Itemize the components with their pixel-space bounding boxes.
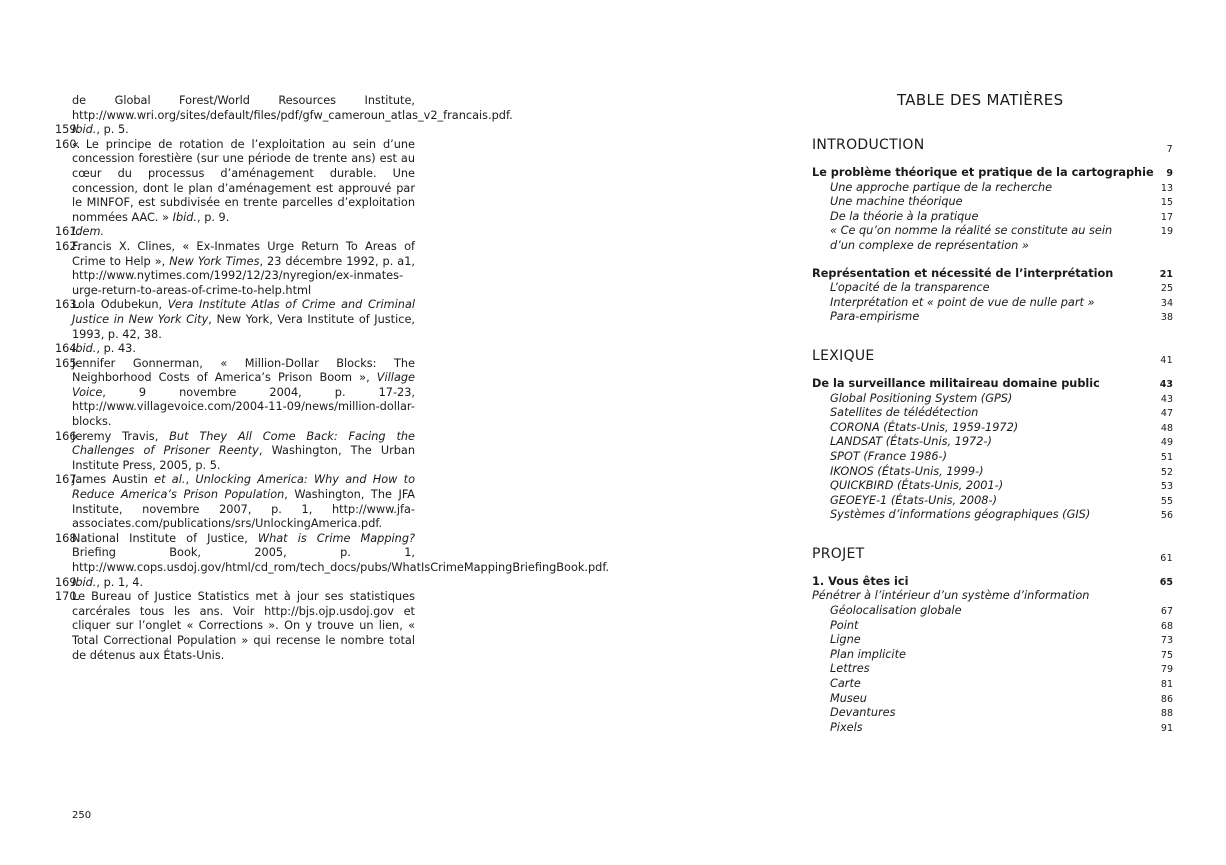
toc-entry (812, 181, 1173, 196)
toc-chapter4-subs (812, 604, 1173, 735)
endnote-text: « Le principe de rotation de l’exploitation au sein d’une concession forestière (sur une période de trente ans) est au cœur du processus d’aménagement durable. Une concession, dont le plan d’aménagement est approuvé par le MINFOF, est subdivisée en trente parcelles d’exploitation nommées AAC. » Ibid., p. 9. (72, 137, 415, 224)
toc-page-number: 38 (1160, 312, 1173, 324)
toc-part-introduction (812, 136, 1173, 158)
toc-title: TABLE DES MATIÈRES (897, 91, 1064, 109)
toc-page-number: 53 (1160, 481, 1173, 493)
endnote-text: Jeremy Travis, But They All Come Back: Facing the Challenges of Prisoner Reenty, Washington, The Urban Institute Press, 2005, p. 5. (72, 429, 415, 472)
toc-entry (812, 619, 1173, 634)
toc-part-lexique (812, 347, 1173, 369)
toc-entry (812, 406, 1173, 421)
notes-list (55, 123, 610, 663)
toc-entry-title: GEOEYE-1 (États-Unis, 2008-) (830, 493, 997, 507)
endnote (55, 138, 415, 226)
endnote-text: James Austin et al., Unlocking America: Why and How to Reduce America’s Prison Population, Washington, The JFA Institute, novembre 2007, p. 1, http://www.jfa-associates.com/publications/srs/UnlockingAmerica.pdf. (72, 473, 416, 531)
endnote (55, 298, 415, 342)
toc-page-number: 52 (1160, 466, 1173, 478)
toc-entry (812, 662, 1173, 677)
page-number: 250 (72, 810, 92, 821)
toc-chapter-title: Représentation et nécessité de l’interprétation (812, 266, 1114, 280)
toc-entry-title: QUICKBIRD (États-Unis, 2001-) (830, 479, 1004, 493)
toc-entry-title: Interprétation et « point de vue de nulle part » (830, 295, 1095, 309)
endnote (55, 225, 415, 240)
toc-part-title: LEXIQUE (812, 347, 875, 364)
toc-page-number: 17 (1160, 211, 1173, 223)
toc-entry (812, 392, 1173, 407)
toc-entry (812, 494, 1173, 509)
toc-entry-title: L’opacité de la transparence (830, 281, 990, 295)
toc-entry-title: Pixels (830, 720, 863, 734)
toc-entry-line1: « Ce qu’on nomme la réalité se constitute au sein (830, 224, 1113, 238)
endnote (55, 590, 415, 663)
toc-entry-title: Devantures (830, 706, 896, 720)
toc-entry-title: IKONOS (États-Unis, 1999-) (830, 464, 984, 478)
toc-entry-title: Satellites de télédétection (830, 406, 979, 420)
toc-entry (812, 479, 1173, 494)
toc-chapter (812, 575, 1173, 590)
toc-entry-title: LANDSAT (États-Unis, 1972-) (830, 435, 992, 449)
toc-page-number: 51 (1160, 451, 1173, 463)
endnote-text: Jennifer Gonnerman, « Million-Dollar Blocks: The Neighborhood Costs of America’s Prison Boom », Village Voice, 9 novembre 2004, p. 17-23, http://www.villagevoice.com/2004-11-09/news/million-dollar-blocks. (72, 356, 415, 429)
endnote-text: Francis X. Clines, « Ex-Inmates Urge Return To Areas of Crime to Help », New York Times, 23 décembre 1992, p. a1, http://www.nytimes.com/1992/12/23/nyregion/ex-inmates-urge-return-to-areas-of-crime-to-help.html (72, 239, 415, 297)
toc-entry-title: Point (830, 618, 859, 632)
toc-page-number: 15 (1160, 197, 1173, 209)
toc-entry (812, 310, 1173, 325)
toc-entry-line2: d’un complexe de représentation » (830, 238, 1029, 252)
toc-page-number: 25 (1160, 283, 1173, 295)
toc-entry (812, 224, 1173, 253)
endnote-number: 170 . (55, 590, 80, 605)
toc-page-number: 56 (1160, 510, 1173, 522)
endnote-number: 166 . (55, 430, 80, 445)
toc-entry (812, 195, 1173, 210)
toc-entry-title: SPOT (France 1986-) (830, 449, 947, 463)
toc-entry-title: Une approche partique de la recherche (830, 180, 1053, 194)
endnote (55, 473, 415, 531)
toc-page-number: 75 (1160, 649, 1173, 661)
right-page (613, 0, 1226, 865)
toc-entry-title: De la théorie à la pratique (830, 209, 979, 223)
toc-page-number: 55 (1160, 495, 1173, 507)
endnote (55, 342, 415, 357)
toc-entry (812, 648, 1173, 663)
toc-page-number: 49 (1160, 437, 1173, 449)
toc-entry (812, 721, 1173, 736)
toc-chapter-title: 1. Vous êtes ici (812, 574, 909, 588)
toc-section-title: Pénétrer à l’intérieur d’un système d’information (812, 589, 1090, 603)
toc-chapter-title: Le problème théorique et pratique de la cartographie (812, 166, 1154, 179)
toc-page-number: 67 (1160, 606, 1173, 618)
toc-chapter1-subs (812, 181, 1173, 225)
toc-page-number: 86 (1160, 693, 1173, 705)
note-continuation: de Global Forest/World Resources Institute, http://www.wri.org/sites/default/files/pdf/gfw_cameroun_atlas_v2_francais.pdf. (72, 94, 513, 122)
toc-page-number: 61 (1160, 552, 1173, 564)
toc-entry (812, 604, 1173, 619)
toc-entry (812, 281, 1173, 296)
toc-part-title: INTRODUCTION (812, 137, 925, 153)
toc-page-number: 7 (1166, 144, 1173, 155)
toc-entry (812, 677, 1173, 692)
toc-entry-title: Plan implicite (830, 647, 906, 661)
toc-entry-title: Ligne (830, 633, 861, 647)
toc-chapter (812, 267, 1173, 282)
toc-page-number: 65 (1159, 576, 1173, 588)
endnote-number: 165 . (55, 357, 80, 372)
toc-part-title: PROJET (812, 545, 865, 562)
endnote (55, 576, 415, 591)
toc-page-number: 48 (1160, 422, 1173, 434)
toc-entry-title: Para-empirisme (830, 310, 920, 324)
toc-chapter-title: De la surveillance militaireau domaine public (812, 376, 1100, 390)
toc-entry-title: Une machine théorique (830, 195, 963, 209)
endnote-text: Ibid., p. 5. (72, 123, 129, 137)
toc-entry-title: Global Positioning System (GPS) (830, 391, 1013, 405)
toc-entry-title: Carte (830, 677, 861, 691)
toc-entry (812, 296, 1173, 311)
toc-page-number: 47 (1160, 408, 1173, 420)
endnote-number: 160 . (55, 138, 80, 153)
toc-page-number: 79 (1160, 664, 1173, 676)
toc-entry (812, 450, 1173, 465)
endnote-text: Lola Odubekun, Vera Institute Atlas of Crime and Criminal Justice in New York City, New York, Vera Institute of Justice, 1993, p. 42, 38. (72, 298, 416, 341)
toc-entry-title: Systèmes d’informations géographiques (GIS) (830, 508, 1091, 522)
toc-page-number: 34 (1160, 297, 1173, 309)
endnote-text: National Institute of Justice, What is Crime Mapping? Briefing Book, 2005, p. 1, http://www.cops.usdoj.gov/html/cd_rom/tech_docs/pubs/WhatIsCrimeMappingBriefingBook.pdf. (72, 531, 610, 574)
toc-page-number: 41 (1160, 354, 1173, 366)
toc-entry-title: CORONA (États-Unis, 1959-1972) (830, 420, 1019, 434)
toc-page-number: 13 (1160, 182, 1173, 194)
endnote (55, 240, 415, 298)
toc-page-number: 91 (1160, 722, 1173, 734)
toc-part-projet (812, 545, 1173, 567)
toc-page-number: 81 (1160, 679, 1173, 691)
toc-page-number: 73 (1160, 635, 1173, 647)
toc-entry-title: Géolocalisation globale (830, 604, 962, 618)
endnote-text: Ibid., p. 1, 4. (72, 575, 144, 589)
endnotes (55, 94, 610, 663)
toc-chapter (812, 166, 1173, 181)
toc-entry (812, 692, 1173, 707)
toc-entry (812, 633, 1173, 648)
toc-page-number: 43 (1159, 378, 1173, 390)
endnote (55, 357, 415, 430)
endnote-number: 169 . (55, 576, 80, 591)
toc-page-number: 21 (1159, 268, 1173, 280)
toc-page-number: 9 (1166, 168, 1173, 179)
endnote (55, 123, 415, 138)
toc-entry (812, 706, 1173, 721)
toc-chapter3-subs (812, 392, 1173, 523)
endnote-text: Ibid., p. 43. (72, 342, 136, 356)
endnote-number: 164 . (55, 342, 80, 357)
toc-page-number: 43 (1160, 393, 1173, 405)
toc-chapter2-subs (812, 281, 1173, 325)
toc-page-number: 68 (1160, 620, 1173, 632)
endnote-number: 168 . (55, 532, 80, 547)
toc-page-number: 19 (1160, 226, 1173, 238)
endnote (55, 430, 415, 474)
endnote (55, 531, 610, 576)
toc-entry (812, 508, 1173, 523)
toc-entry-title: Museu (830, 691, 867, 705)
table-of-contents (812, 136, 1173, 735)
endnote-text: Le Bureau of Justice Statistics met à jour ses statistiques carcérales tous les ans. Voir http://bjs.ojp.usdoj.gov et cliquer sur l’onglet « Corrections ». On y trouve un lien, « Total Correctional Population » qui recense le nombre total de détenus aux États-Unis. (72, 590, 415, 662)
toc-entry-title: Lettres (830, 662, 870, 676)
toc-chapter (812, 377, 1173, 392)
toc-section (812, 589, 1173, 604)
endnote-number: 161 . (55, 225, 80, 240)
endnote-number: 159 . (55, 123, 80, 138)
endnote-number: 167 . (55, 473, 80, 488)
toc-page-number: 88 (1160, 708, 1173, 720)
endnote-number: 162 . (55, 240, 80, 255)
toc-entry (812, 210, 1173, 225)
toc-entry (812, 421, 1173, 436)
endnote-number: 163 . (55, 298, 80, 313)
toc-entry (812, 435, 1173, 450)
endnote-text: Idem. (72, 225, 105, 239)
toc-entry (812, 465, 1173, 480)
